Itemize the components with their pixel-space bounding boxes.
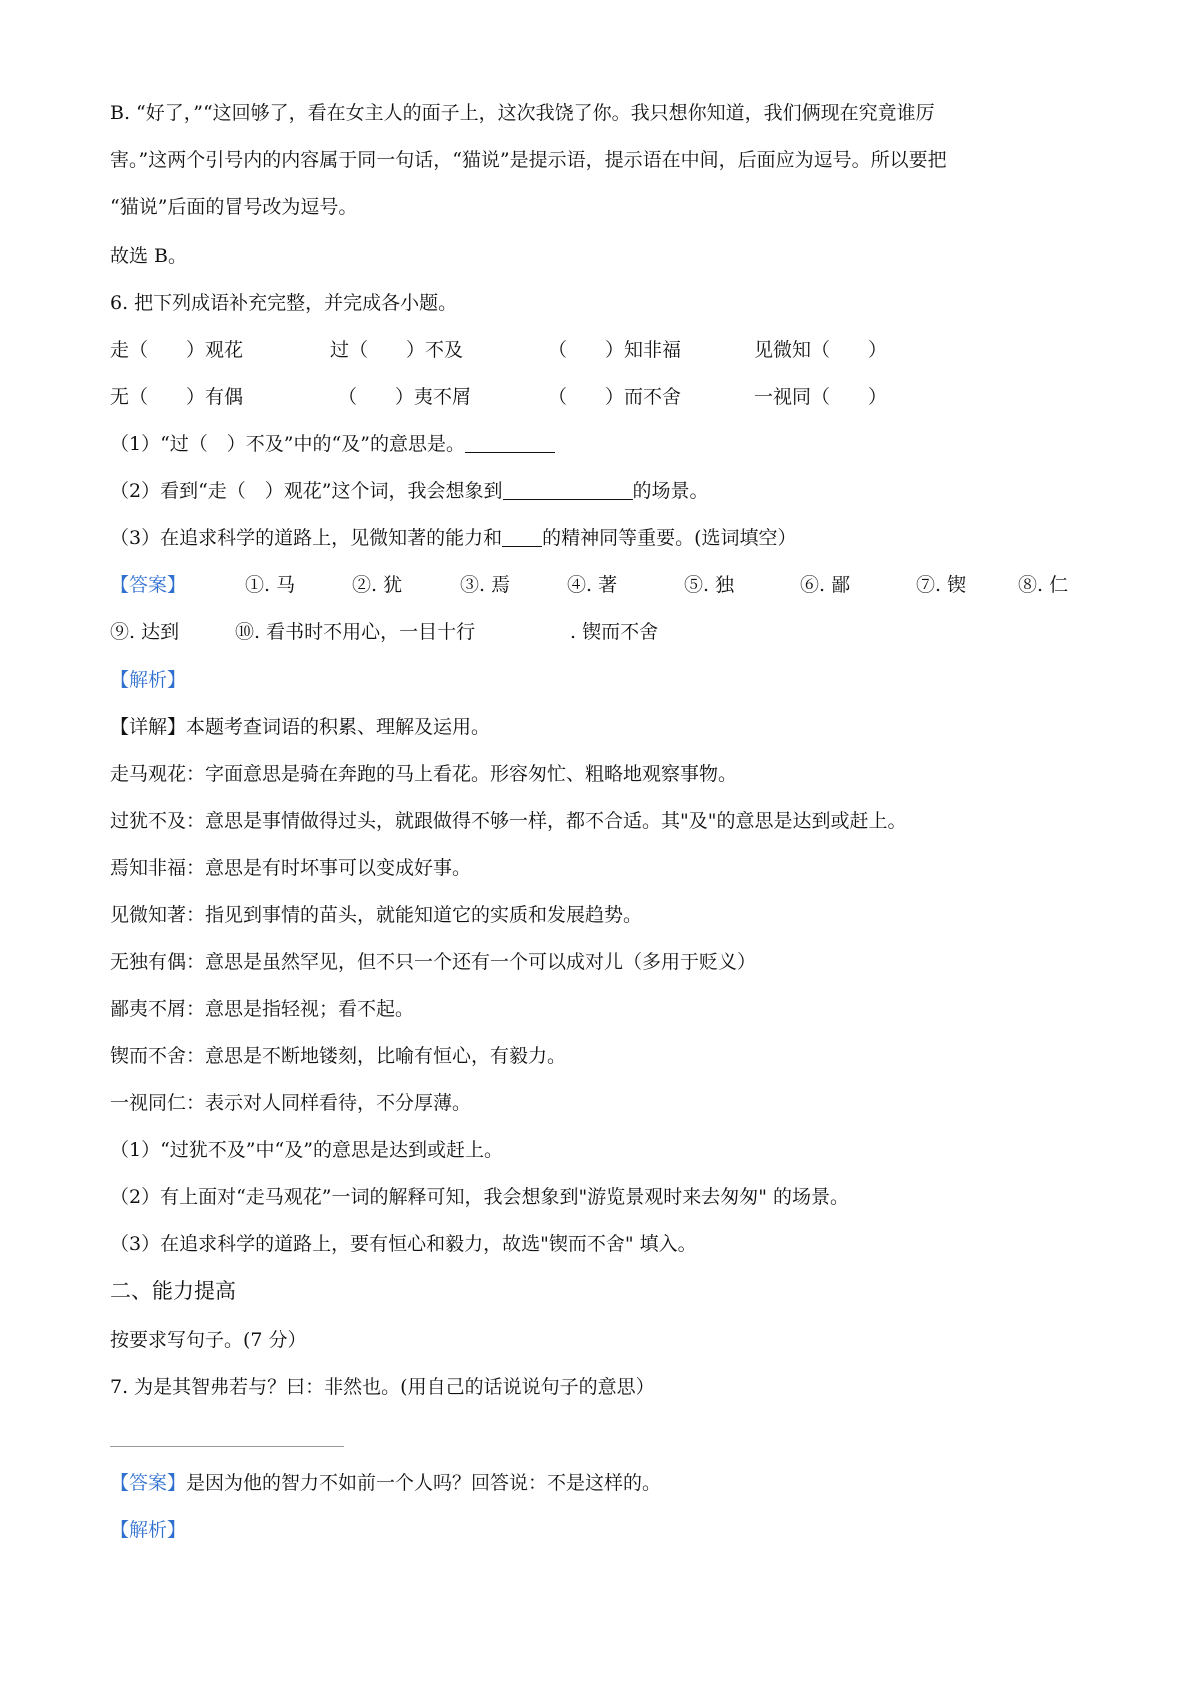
idiom-cell: （ ）知非福 <box>548 339 682 361</box>
idiom-cell: 走（ ）观花 <box>110 339 244 361</box>
explain-line: （1）“过犹不及”中“及”的意思是达到或赶上。 <box>110 1139 503 1161</box>
answer-tag: 【答案】 <box>110 1472 187 1494</box>
explain-line: 焉知非福：意思是有时坏事可以变成好事。 <box>110 857 472 879</box>
explain-line: 见微知著：指见到事情的苗头，就能知道它的实质和发展趋势。 <box>110 904 643 926</box>
idiom-cell: （ ）而不舍 <box>548 386 682 408</box>
detail-line: 【详解】本题考查词语的积累、理解及运用。 <box>110 716 491 738</box>
idiom-cell: 见微知（ ） <box>754 339 888 361</box>
answer-blank <box>502 528 542 547</box>
q7-answer-text: 是因为他的智力不如前一个人吗？回答说：不是这样的。 <box>186 1472 662 1494</box>
explain-line: 一视同仁：表示对人同样看待，不分厚薄。 <box>110 1092 472 1114</box>
answer-item: ⑤. 独 <box>684 574 735 596</box>
answer-line <box>110 1446 344 1447</box>
answer-tag: 【答案】 <box>110 574 187 596</box>
idiom-cell: （ ）夷不屑 <box>338 386 472 408</box>
sub-question-2 <box>110 478 709 504</box>
choice-line: 故选 B。 <box>110 245 188 267</box>
idiom-cell: 过（ ）不及 <box>330 339 464 361</box>
para-b-line-3: “猫说”后面的冒号改为逗号。 <box>110 196 358 218</box>
explain-line: （3）在追求科学的道路上，要有恒心和毅力，故选"锲而不舍" 填入。 <box>110 1233 697 1255</box>
answer-item: ③. 焉 <box>460 574 511 596</box>
answer-item: ②. 犹 <box>352 574 403 596</box>
sub-question-2-after: 的场景。 <box>632 480 709 502</box>
sub-question-1 <box>110 431 555 457</box>
answer-item: ⑧. 仁 <box>1018 574 1069 596</box>
explain-line: 无独有偶：意思是虽然罕见，但不只一个还有一个可以成对儿（多用于贬义） <box>110 951 757 973</box>
answer-item: ①. 马 <box>245 574 296 596</box>
answer-blank <box>465 434 555 453</box>
question-6-stem: 6. 把下列成语补充完整，并完成各小题。 <box>110 292 458 314</box>
para-b-line-1: B. “好了，”“这回够了，看在女主人的面子上，这次我饶了你。我只想你知道，我们俩现在究竟谁厉 <box>110 102 935 124</box>
section-instruction: 按要求写句子。(7 分） <box>110 1329 307 1351</box>
sub-question-1-text: （1）“过（ ）不及”中的“及”的意思是。 <box>110 433 465 455</box>
question-7: 7. 为是其智弗若与？曰：非然也。(用自己的话说说句子的意思） <box>110 1376 655 1398</box>
sub-question-3-after: 的精神同等重要。(选词填空） <box>542 527 797 549</box>
explain-line: 过犹不及：意思是事情做得过头，就跟做得不够一样，都不合适。其"及"的意思是达到或赶上。 <box>110 810 907 832</box>
para-b-line-2: 害。”这两个引号内的内容属于同一句话，“猫说”是提示语，提示语在中间，后面应为逗号。所以要把 <box>110 149 947 171</box>
sub-question-3 <box>110 525 797 551</box>
explain-line: 鄙夷不屑：意思是指轻视；看不起。 <box>110 998 415 1020</box>
answer-blank <box>503 481 633 500</box>
explain-line: 锲而不舍：意思是不断地镂刻，比喻有恒心，有毅力。 <box>110 1045 567 1067</box>
answer-item: ④. 著 <box>567 574 618 596</box>
explain-line: （2）有上面对“走马观花”一词的解释可知，我会想象到"游览景观时来去匆匆" 的场景。 <box>110 1186 850 1208</box>
answer-item: ⑦. 锲 <box>916 574 967 596</box>
analysis-tag: 【解析】 <box>110 669 187 691</box>
idiom-cell: 无（ ）有偶 <box>110 386 244 408</box>
sub-question-2-before: （2）看到“走（ ）观花”这个词，我会想象到 <box>110 480 503 502</box>
idiom-cell: 一视同（ ） <box>754 386 888 408</box>
answer-item: ⑨. 达到 <box>110 621 180 643</box>
explain-line: 走马观花：字面意思是骑在奔跑的马上看花。形容匆忙、粗略地观察事物。 <box>110 763 738 785</box>
analysis-tag: 【解析】 <box>110 1519 187 1541</box>
answer-item: . 锲而不舍 <box>570 621 659 643</box>
q7-answer <box>110 1470 661 1496</box>
section-heading: 二、能力提高 <box>110 1279 236 1303</box>
answer-item: ⑥. 鄙 <box>800 574 851 596</box>
answer-item: ⑩. 看书时不用心，一目十行 <box>235 621 476 643</box>
sub-question-3-before: （3）在追求科学的道路上，见微知著的能力和 <box>110 527 503 549</box>
